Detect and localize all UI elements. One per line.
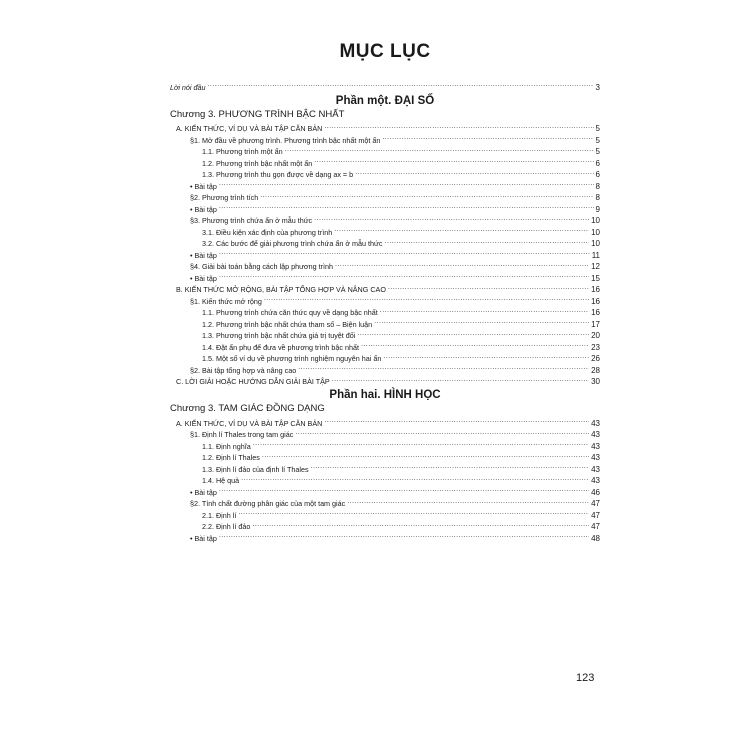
toc-entry-page: 3 [595, 82, 600, 92]
toc-entry-page: 10 [591, 239, 600, 248]
toc-entry [170, 529, 600, 541]
toc-entry-page: 16 [591, 308, 600, 317]
toc-entry-label: 1.3. Phương trình thu gọn được về dạng ax = b [202, 170, 354, 179]
toc-entry-label: §1. Định lí Thales trong tam giác [190, 430, 294, 439]
toc-entry-label: • Bài tập [190, 487, 217, 497]
toc-entry-label: • Bài tập [190, 533, 217, 543]
toc-entry-page: 12 [591, 262, 600, 271]
toc-entry-page: 47 [591, 499, 600, 508]
dot-leader [314, 212, 589, 224]
toc-entry-label: 2.2. Định lí đảo [202, 522, 251, 531]
dot-leader [295, 426, 589, 438]
toc-entry-page: 17 [591, 319, 600, 329]
toc-entry [170, 177, 600, 189]
page-number: 123 [576, 672, 595, 684]
toc-entry-label: 1.3. Phương trình bậc nhất chứa giá trị tuyệt đối [202, 331, 356, 340]
toc-entry-label: C. LỜI GIẢI HOẶC HƯỚNG DẪN GIẢI BÀI TẬP [176, 377, 330, 386]
dot-leader [241, 472, 589, 484]
part2-entries [170, 414, 600, 541]
dot-leader [324, 120, 593, 132]
toc-entry-label: • Bài tập [190, 181, 217, 191]
dot-leader [382, 131, 593, 143]
toc-entry-label: §2. Phương trình tích [190, 193, 259, 202]
toc-entry-label: B. KIẾN THỨC MỞ RỘNG, BÀI TẬP TỔNG HỢP VÀ NÂNG CAO [176, 285, 386, 294]
dot-leader [298, 361, 589, 373]
toc-entry-label: §2. Bài tập tổng hợp và nâng cao [190, 365, 297, 375]
toc-entry-label: 1.1. Phương trình một ẩn [202, 147, 283, 156]
toc-entry-label: Lời nói đầu [170, 82, 206, 92]
toc-entry-page: 48 [591, 533, 600, 543]
toc-entry-page: 9 [595, 204, 600, 214]
toc-entry [170, 200, 600, 212]
toc-entry-label: §4. Giải bài toán bằng cách lập phương trình [190, 262, 333, 271]
toc-entry-label: • Bài tập [190, 250, 217, 260]
toc-title: MỤC LỤC [339, 41, 431, 62]
toc-entry [170, 120, 600, 132]
dot-leader [264, 292, 589, 304]
toc-entry-page: 43 [591, 441, 600, 451]
dot-leader [374, 315, 589, 327]
toc-entry [170, 495, 600, 507]
dot-leader [219, 200, 594, 212]
toc-entry-label: §1. Kiến thức mở rộng [190, 296, 262, 306]
toc-entry-page: 43 [591, 464, 600, 474]
toc-entry [170, 258, 600, 270]
toc-entry-page: 47 [591, 522, 600, 531]
toc-entry-page: 6 [595, 170, 600, 179]
toc-entry-intro [170, 78, 600, 90]
toc-entry-label: §1. Mở đầu về phương trình. Phương trình bậc nhất một ẩn [190, 135, 381, 145]
toc-entry [170, 269, 600, 281]
toc-entry-page: 23 [591, 342, 600, 352]
toc-entry-page: 43 [591, 418, 600, 428]
toc-entry-label: 1.4. Hệ quả [202, 476, 240, 485]
dot-leader [219, 483, 589, 495]
dot-leader [238, 506, 589, 518]
dot-leader [219, 269, 589, 281]
toc-entry-page: 5 [595, 147, 600, 156]
toc-entry-label: • Bài tập [190, 273, 217, 283]
dot-leader [355, 166, 593, 178]
toc-entry-page: 5 [595, 124, 600, 133]
part1-chapter: Chương 3. PHƯƠNG TRÌNH BẬC NHẤT [170, 108, 345, 120]
dot-leader [347, 495, 589, 507]
toc-entry-page: 28 [591, 365, 600, 375]
dot-leader [357, 327, 589, 339]
toc-entry [170, 281, 600, 293]
toc-entry-label: 1.5. Một số ví dụ về phương trình nghiệm nguyên hai ẩn [202, 354, 382, 363]
toc-entry [170, 414, 600, 426]
toc-entry-label: A. KIẾN THỨC, VÍ DỤ VÀ BÀI TẬP CĂN BẢN [176, 124, 323, 133]
dot-leader [383, 350, 589, 362]
toc-entry-label: 3.2. Các bước để giải phương trình chứa ẩn ở mẫu thức [202, 239, 383, 248]
dot-leader [332, 373, 589, 385]
toc-entry-page: 10 [591, 227, 600, 237]
toc-entry-page: 30 [591, 377, 600, 386]
toc-entry-page: 46 [591, 487, 600, 497]
dot-leader [324, 414, 589, 426]
toc-entry-page: 5 [595, 135, 600, 145]
dot-leader [208, 78, 594, 90]
toc-entry-page: 20 [591, 331, 600, 340]
toc-entry-label: 1.2. Định lí Thales [202, 453, 260, 462]
dot-leader [252, 518, 589, 530]
toc-entry-page: 15 [591, 273, 600, 283]
toc-entry-page: 8 [595, 181, 600, 191]
toc-entry-page: 16 [591, 296, 600, 306]
dot-leader [260, 189, 593, 201]
toc-entry-page: 26 [591, 354, 600, 363]
toc-entry-label: 1.2. Phương trình bậc nhất chứa tham số – Biện luận [202, 319, 373, 329]
toc-entry-page: 8 [595, 193, 600, 202]
part1-entries [170, 120, 600, 385]
toc-entry-page: 43 [591, 453, 600, 462]
part2-heading: Phần hai. HÌNH HỌC [329, 389, 441, 401]
toc-entry-label: 1.2. Phương trình bậc nhất một ẩn [202, 158, 313, 168]
toc-entry-page: 6 [595, 158, 600, 168]
toc-entry-label: §2. Tính chất đường phân giác của một tam giác [190, 499, 346, 508]
part1-heading: Phần một. ĐẠI SỐ [335, 94, 435, 107]
part2-chapter: Chương 3. TAM GIÁC ĐỒNG DẠNG [170, 403, 325, 414]
dot-leader [285, 143, 594, 155]
toc-entry [170, 212, 600, 224]
toc-entry [170, 483, 600, 495]
toc-entry-page: 47 [591, 510, 600, 520]
dot-leader [311, 460, 590, 472]
dot-leader [314, 154, 593, 166]
toc-entry-label: 1.4. Đặt ẩn phụ để đưa về phương trình bậc nhất [202, 342, 359, 352]
toc-page [170, 40, 600, 541]
toc-entry-label: A. KIẾN THỨC, VÍ DỤ VÀ BÀI TẬP CĂN BẢN [176, 418, 323, 428]
dot-leader [388, 281, 589, 293]
dot-leader [262, 449, 589, 461]
dot-leader [219, 177, 594, 189]
dot-leader [253, 437, 589, 449]
dot-leader [219, 246, 590, 258]
toc-entry-page: 43 [591, 476, 600, 485]
dot-leader [361, 338, 589, 350]
toc-entry-label: 3.1. Điều kiện xác định của phương trình [202, 227, 333, 237]
toc-entry [170, 189, 600, 201]
dot-leader [219, 529, 589, 541]
dot-leader [380, 304, 589, 316]
toc-entry-page: 11 [591, 250, 600, 260]
toc-entry-page: 10 [591, 216, 600, 225]
toc-entry-label: §3. Phương trình chứa ẩn ở mẫu thức [190, 216, 313, 225]
toc-entry-page: 43 [591, 430, 600, 439]
toc-entry-label: 1.1. Định nghĩa [202, 441, 251, 451]
dot-leader [335, 258, 589, 270]
toc-entry-label: 1.3. Định lí đảo của định lí Thales [202, 464, 309, 474]
toc-entry-page: 16 [591, 285, 600, 294]
dot-leader [384, 235, 589, 247]
toc-entry [170, 246, 600, 258]
toc-entry-label: 2.1. Định lí [202, 510, 237, 520]
toc-entry-label: 1.1. Phương trình chứa căn thức quy về dạng bậc nhất [202, 308, 378, 317]
toc-entry-label: • Bài tập [190, 204, 217, 214]
dot-leader [334, 223, 589, 235]
